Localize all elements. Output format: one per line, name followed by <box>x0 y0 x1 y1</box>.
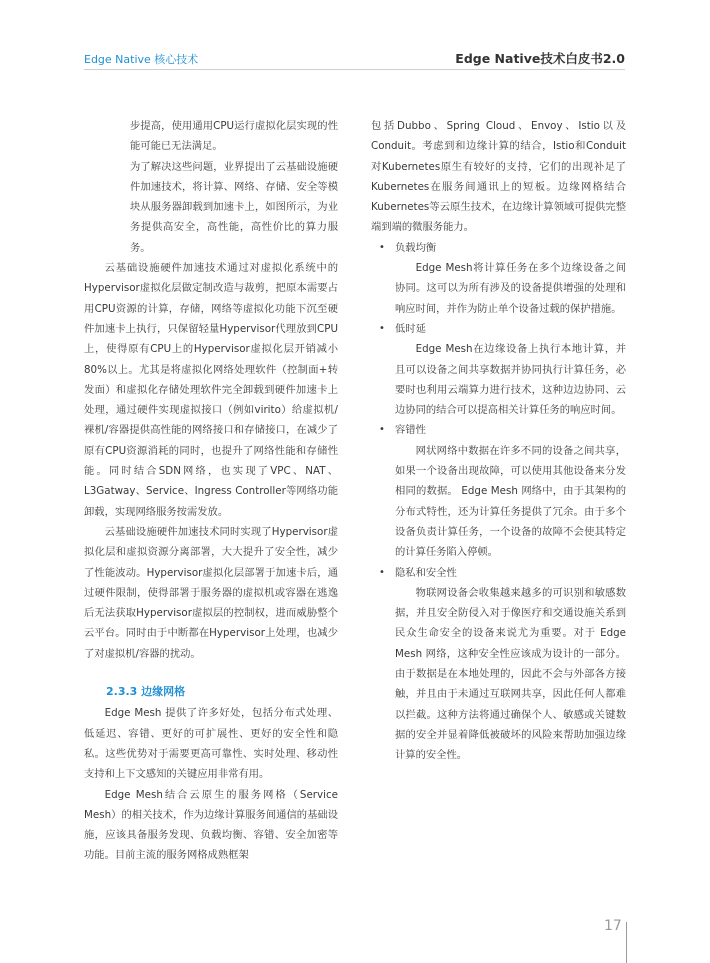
bullet-list <box>371 238 626 766</box>
bullet-marker: • <box>379 566 385 578</box>
paragraph-edge-mesh-benefits: Edge Mesh 提供了许多好处，包括分布式处理、低延迟、容错、更好的可扩展性、更好的安全性和隐私。这些优势对于需要更高可靠性、实时处理、移动性支持和上下文感知的关键应用非常有用。 <box>84 707 338 781</box>
bullet-item <box>371 420 626 440</box>
header-section-title: Edge Native 核心技术 <box>84 53 199 66</box>
left-column <box>84 116 338 866</box>
bullet-title: 隐私和安全性 <box>395 566 457 579</box>
paragraph-hardware-acceleration: 云基础设施硬件加速技术通过对虚拟化系统中的Hypervisor虚拟化层做定制改造与裁剪，把原本需要占用CPU资源的计算，存储，网络等虚拟化功能下沉至硬件加速卡上执行，只保留轻量Hypervisor代理放到CPU上，使得原有CPU上的Hypervisor虚拟化层开销减小80%以上。尤其是将虚拟化网络处理软件（控制面+转发面）和虚拟化存储处理软件完全卸载到硬件加速卡上处理，通过硬件实现虚拟接口（例如virito）给虚拟机/裸机/容器提供高性能的网络接口和存储接口，在减少了原有CPU资源消耗的同时，也提升了网络性能和存储性能。同时结合SDN网络，也实现了VPC、NAT、L3Gatway、Service、Ingress Controller等网络功能卸载，实现网络服务按需发放。 <box>84 262 338 518</box>
bullet-title: 容错性 <box>395 424 426 437</box>
page-number: 17 <box>604 918 622 934</box>
bullet-body: 物联网设备会收集越来越多的可识别和敏感数据，并且安全防侵入对于像医疗和交通设施关系到民众生命安全的设备来说尤为重要。对于 Edge Mesh 网络，这种安全性应该成为设计的一部分。由于数据是在本地处理的，因此不会与外部各方接触，并且由于未通过互联网共享，因此任何人都难以拦截。这种方法将通过确保个人、敏感或关键数据的安全并显着降低被破坏的风险来帮助加强边缘计算的安全性。 <box>395 586 626 762</box>
page-number-bar <box>626 922 627 963</box>
bullet-body: Edge Mesh在边缘设备上执行本地计算，并且可以设备之间共享数据并协同执行计算任务，必要时也利用云端算力进行技术，这种边边协同、云边协同的结合可以提高相关计算任务的响应时间。 <box>395 343 626 417</box>
paragraph-solution-intro: 为了解决这些问题，业界提出了云基础设施硬件加速技术，将计算、网络、存储、安全等模块从服务器卸载到加速卡上，如图所示，为业务提供高安全，高性能，高性价比的算力服务。 <box>130 160 338 254</box>
bullet-marker: • <box>379 241 385 253</box>
bullet-item <box>371 319 626 339</box>
bullet-body: 网状网络中数据在许多不同的设备之间共享，如果一个设备出现故障，可以使用其他设备来分发相同的数据。 Edge Mesh 网络中，由于其架构的分布式特性，还为计算任务提供了冗余。由于多个设备负责计算任务，一个设备的故障不会使其特定的计算任务陷入停顿。 <box>395 444 626 559</box>
paragraph-continued: 步提高，使用通用CPU运行虚拟化层实现的性能可能已无法满足。 <box>130 120 338 153</box>
paragraph-frameworks: 包括Dubbo、Spring Cloud、Envoy、Istio以及Conduit。考虑到和边缘计算的结合，Istio和Conduit对Kubernetes原生有较好的支持，它们的出现补足了Kubernetes在服务间通讯上的短板。边缘网格结合Kubernetes等云原生技术，在边缘计算领域可提供完整端到端的微服务能力。 <box>371 120 626 234</box>
paragraph-service-mesh: Edge Mesh结合云原生的服务网格（Service Mesh）的相关技术，作为边缘计算服务间通信的基础设施，应该具备服务发现、负载均衡、容错、安全加密等功能。目前主流的服务网格成熟框架 <box>84 788 338 862</box>
bullet-title: 低时延 <box>395 322 426 335</box>
section-heading-edge-mesh: 2.3.3 边缘网格 <box>106 685 186 699</box>
header-document-title: Edge Native技术白皮书2.0 <box>455 51 625 66</box>
paragraph-security-separation: 云基础设施硬件加速技术同时实现了Hypervisor虚拟化层和虚拟资源分离部署，大大提升了安全性，减少了性能波动。Hypervisor虚拟化层部署于加速卡后，通过硬件限制，使得部署于服务器的虚拟机或容器在逃逸后无法获取Hypervisor虚拟层的控制权，进而威胁整个云平台。同时由于中断都在Hypervisor上处理，也减少了对虚拟机/容器的扰动。 <box>84 525 338 660</box>
bullet-marker: • <box>379 424 385 436</box>
page-header <box>0 0 710 70</box>
bullet-body: Edge Mesh将计算任务在多个边缘设备之间协同。这可以为所有涉及的设备提供增强的处理和响应时间，并作为防止单个设备过载的保护措施。 <box>395 262 626 315</box>
bullet-marker: • <box>379 322 385 334</box>
bullet-title: 负载均衡 <box>395 241 437 254</box>
bullet-item <box>371 563 626 583</box>
right-column <box>371 116 626 766</box>
header-divider <box>84 69 625 70</box>
bullet-item <box>371 238 626 258</box>
